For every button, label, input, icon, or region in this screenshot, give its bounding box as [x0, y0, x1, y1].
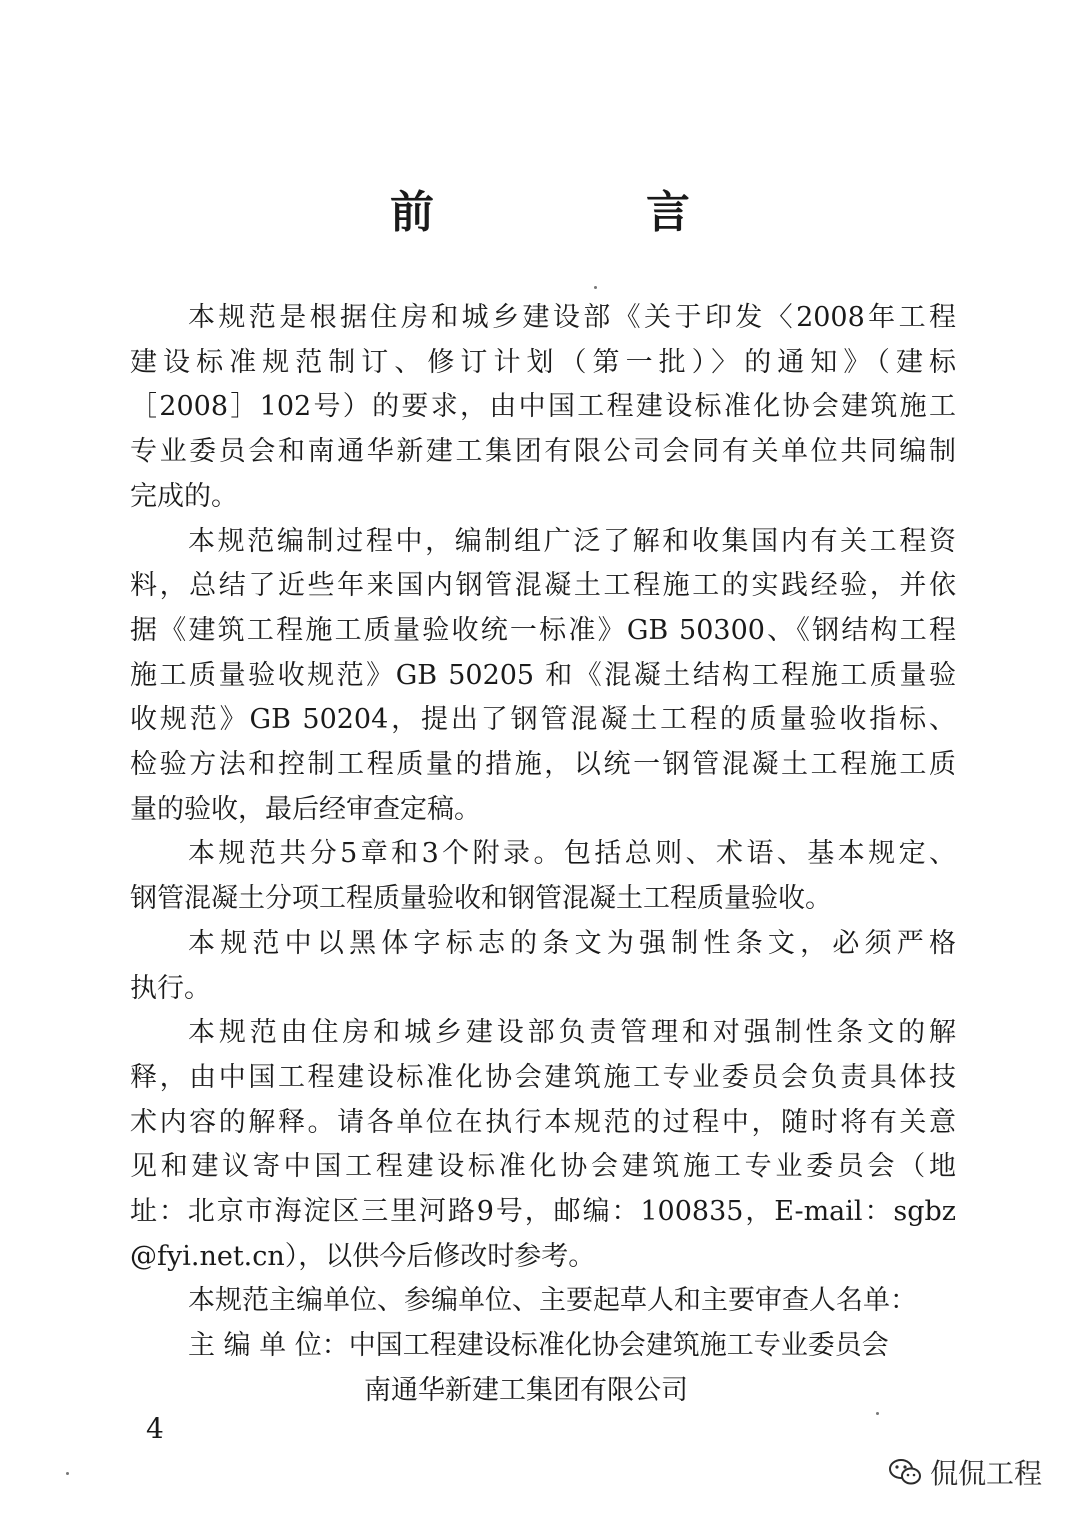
text-line: 本规范编制过程中，编制组广泛了解和收集国内有关工程资	[188, 525, 956, 557]
text-line: 释，由中国工程建设标准化协会建筑施工专业委员会负责具体技	[130, 1061, 956, 1093]
text-line: 专业委员会和南通华新建工集团有限公司会同有关单位共同编制	[130, 436, 956, 468]
text-line: 料，总结了近些年来国内钢管混凝土工程施工的实践经验，并依	[130, 570, 956, 602]
text-line: 本规范主编单位、参编单位、主要起草人和主要审查人名单：	[188, 1285, 917, 1317]
page-number: 4	[146, 1412, 164, 1445]
text-line: 本规范中以黑体字标志的条文为强制性条文，必须严格	[188, 927, 956, 959]
text-line: 址：北京市海淀区三里河路9号，邮编：100835，E-mail：sgbz	[130, 1196, 956, 1228]
scan-speck	[66, 1472, 69, 1475]
text-line: 施工质量验收规范》GB 50205 和《混凝土结构工程施工质量验	[130, 659, 956, 691]
text-line: 术内容的解释。请各单位在执行本规范的过程中，随时将有关意	[130, 1106, 956, 1138]
chief-editor-line: 主 编 单 位：中国工程建设标准化协会建筑施工专业委员会	[188, 1330, 889, 1362]
text-line: 见和建议寄中国工程建设标准化协会建筑施工专业委员会（地	[130, 1151, 956, 1183]
text-line: 据《建筑工程施工质量验收统一标准》GB 50300、《钢结构工程	[130, 614, 956, 646]
text-line: 执行。	[130, 972, 211, 1004]
text-line: 量的验收，最后经审查定稿。	[130, 793, 481, 825]
text-line: 建设标准规范制订、修订计划（第一批）〉的通知》（建标	[130, 346, 956, 378]
text-line: ［2008］102号）的要求，由中国工程建设标准化协会建筑施工	[130, 391, 956, 423]
preface-body	[130, 296, 956, 1414]
text-line: 完成的。	[130, 480, 238, 512]
page-title: 前 言	[390, 187, 774, 238]
text-line: 检验方法和控制工程质量的措施，以统一钢管混凝土工程施工质	[130, 749, 956, 781]
watermark-text: 侃侃工程	[929, 1457, 1042, 1490]
text-line: 本规范由住房和城乡建设部负责管理和对强制性条文的解	[188, 1017, 956, 1049]
text-line: 本规范共分5章和3个附录。包括总则、术语、基本规定、	[188, 838, 956, 870]
watermark	[888, 1452, 1042, 1492]
text-line: @fyi.net.cn），以供今后修改时参考。	[130, 1240, 596, 1272]
text-line: 钢管混凝土分项工程质量验收和钢管混凝土工程质量验收。	[130, 883, 832, 915]
text-line: 收规范》GB 50204，提出了钢管混凝土工程的质量验收指标、	[130, 704, 956, 736]
text-line: 本规范是根据住房和城乡建设部《关于印发〈2008年工程	[188, 302, 956, 333]
wechat-icon	[888, 1457, 922, 1487]
scan-speck	[876, 1412, 879, 1415]
scan-speck	[594, 286, 597, 289]
chief-editor-line-2: 南通华新建工集团有限公司	[364, 1374, 688, 1406]
